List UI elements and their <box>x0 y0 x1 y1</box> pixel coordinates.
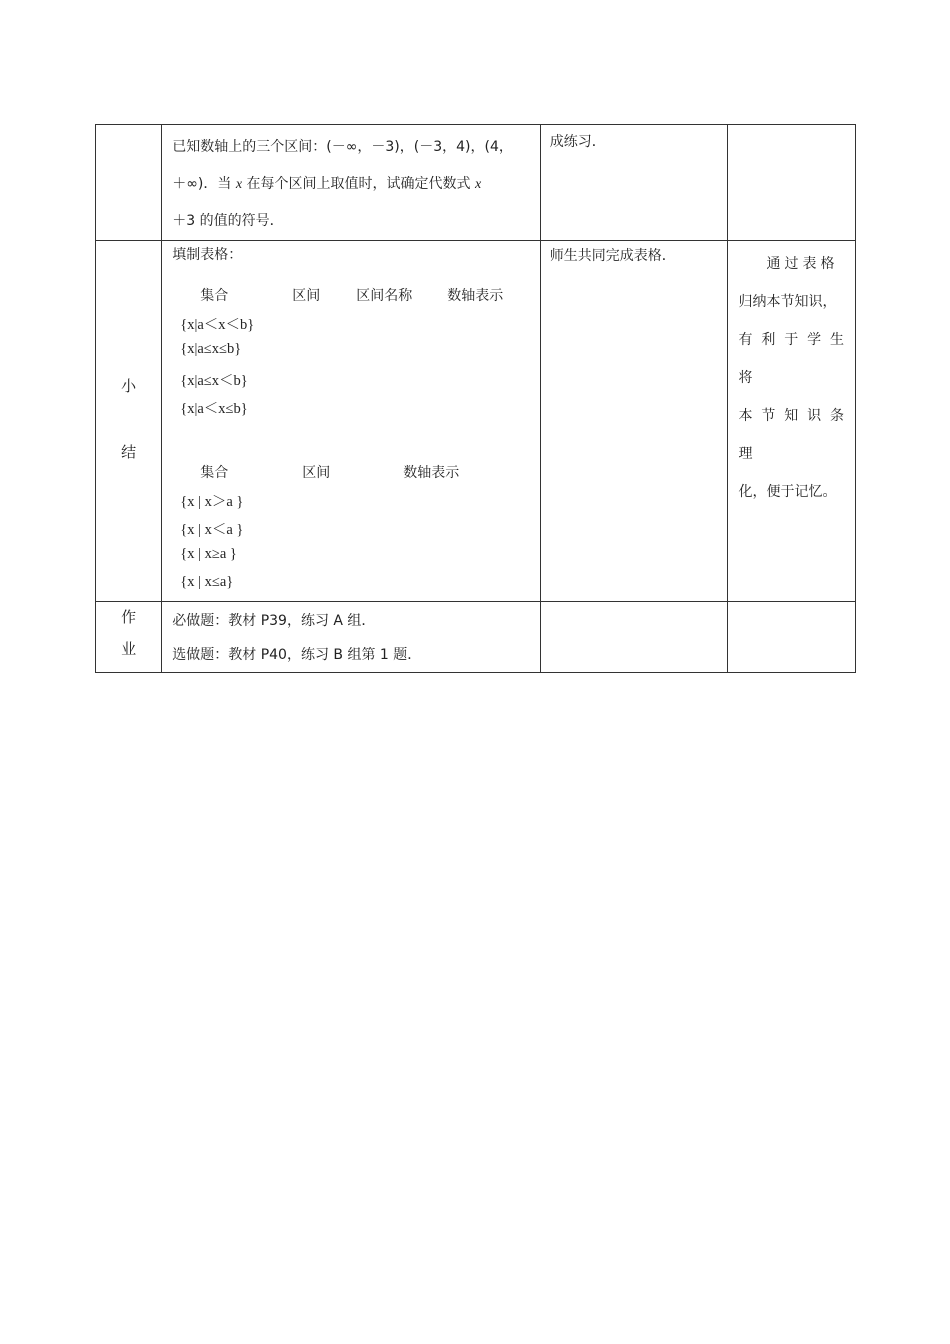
activity-text: 成练习． <box>549 134 606 150</box>
design-intent-cell <box>728 602 856 673</box>
table-row-summary <box>96 241 856 602</box>
note-line: 化，便于记忆。 <box>738 484 837 500</box>
activity-text: 师生共同完成表格． <box>549 248 676 264</box>
set-closed-interval: {x|a≤x≤b} <box>180 341 242 357</box>
homework-content <box>162 602 540 673</box>
set-greater-equal: {x | x≥a } <box>180 546 237 562</box>
text-fragment: ＋∞)．当 <box>172 176 236 192</box>
table2-header-interval: 区间 <box>302 465 331 481</box>
activity-cell <box>540 125 728 241</box>
table-row-exercise <box>96 125 856 241</box>
variable-x: x <box>235 177 243 192</box>
note-line: 通过表格 <box>766 256 839 272</box>
homework-optional: 选做题：教材 P40，练习 B 组第 1 题． <box>172 647 422 663</box>
design-intent-text <box>728 241 855 511</box>
set-half-open-left: {x|a＜x≤b} <box>180 401 248 417</box>
set-greater-than: {x | x＞a } <box>180 494 244 510</box>
table-row-homework <box>96 602 856 673</box>
lesson-plan-table <box>95 124 856 673</box>
note-line: 有利于学生将 <box>738 332 849 386</box>
label-char-1: 作 <box>121 608 137 626</box>
homework-required: 必做题：教材 P39，练习 A 组． <box>172 613 376 629</box>
table1-header-interval: 区间 <box>292 288 321 304</box>
exercise-content <box>162 125 540 241</box>
exercise-line-2 <box>172 166 535 203</box>
table2-header-set: 集合 <box>200 465 229 481</box>
label-char-2: 业 <box>121 640 137 658</box>
label-char-1: 小 <box>121 377 137 395</box>
set-open-interval: {x|a＜x＜b} <box>180 317 255 333</box>
row-label-homework <box>96 602 162 673</box>
summary-title: 填制表格： <box>172 247 243 263</box>
table1-header-number-line: 数轴表示 <box>447 288 504 304</box>
exercise-line-1: 已知数轴上的三个区间：(－∞，－3)，(－3，4)，(4， <box>172 139 513 155</box>
summary-content <box>162 241 540 602</box>
variable-x: x <box>474 177 482 192</box>
design-intent-cell <box>728 241 856 602</box>
exercise-line-3: ＋3 的值的符号． <box>172 213 284 229</box>
table1-header-set: 集合 <box>200 288 229 304</box>
text-fragment: 在每个区间上取值时，试确定代数式 <box>242 176 475 192</box>
label-char-2: 结 <box>121 443 137 461</box>
row-label-summary <box>96 241 162 602</box>
set-less-than: {x | x＜a } <box>180 522 244 538</box>
activity-cell <box>540 602 728 673</box>
note-line: 本节知识条理 <box>738 408 849 462</box>
set-less-equal: {x | x≤a} <box>180 574 234 590</box>
activity-cell <box>540 241 728 602</box>
table1-header-interval-name: 区间名称 <box>356 288 413 304</box>
design-intent-cell <box>728 125 856 241</box>
row-label-empty <box>96 125 162 241</box>
note-line: 归纳本节知识， <box>738 294 837 310</box>
set-half-open-right: {x|a≤x＜b} <box>180 373 248 389</box>
table2-header-number-line: 数轴表示 <box>403 465 460 481</box>
